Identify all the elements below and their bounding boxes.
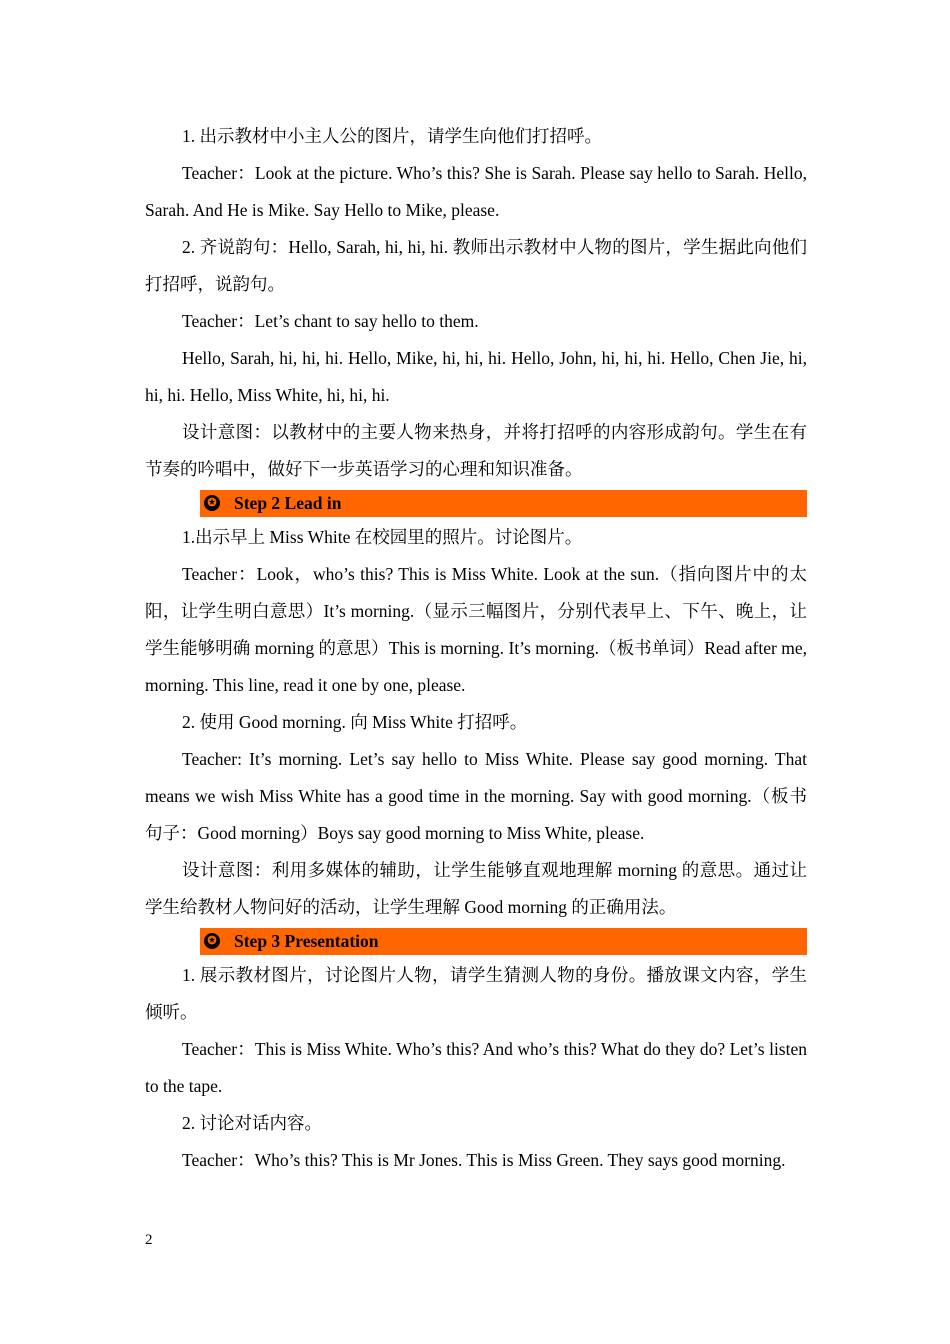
paragraph: 1.出示早上 Miss White 在校园里的照片。讨论图片。 [182,527,583,547]
paragraph: Teacher：This is Miss White. Who’s this? And who’s this? What do they do? Let’s listen to the tape. [145,1039,807,1096]
paragraph: Teacher：Let’s chant to say hello to them. [182,311,479,331]
paragraph: 1. 出示教材中小主人公的图片，请学生向他们打招呼。 [182,126,602,146]
paragraph: 2. 讨论对话内容。 [182,1113,322,1133]
paragraph: Teacher：Look，who’s this? This is Miss White. Look at the sun.（指向图片中的太阳，让学生明白意思）It’s morning.（显示三幅图片，分别代表早上、下午、晚上，让学生能够明确 morning 的意思）This is morning. It’s morning.（板书单词）Read after me, morning. This line, read it one by one, please. [145,564,807,695]
paragraph: 2. 齐说韵句：Hello, Sarah, hi, hi, hi. 教师出示教材中人物的图片，学生据此向他们打招呼，说韵句。 [145,237,807,294]
paragraph: 2. 使用 Good morning. 向 Miss White 打招呼。 [182,712,528,732]
star-icon: ✪ [204,495,220,511]
star-icon: ✪ [204,933,220,949]
document-body [145,118,807,1179]
step-2-title: Step 2 Lead in [234,493,342,513]
step-3-heading [200,928,807,955]
paragraph: Teacher：Who’s this? This is Mr Jones. This is Miss Green. They says good morning. [182,1150,786,1170]
paragraph: 1. 展示教材图片，讨论图片人物，请学生猜测人物的身份。播放课文内容，学生倾听。 [145,965,807,1022]
step-2-heading [200,490,807,517]
page-number: 2 [145,1232,153,1248]
paragraph: Teacher：Look at the picture. Who’s this? She is Sarah. Please say hello to Sarah. Hello, Sarah. And He is Mike. Say Hello to Mike, please. [145,163,807,220]
paragraph: Hello, Sarah, hi, hi, hi. Hello, Mike, hi, hi, hi. Hello, John, hi, hi, hi. Hello, Chen Jie, hi, hi, hi. Hello, Miss White, hi, hi, hi. [145,348,807,405]
paragraph: 设计意图：利用多媒体的辅助，让学生能够直观地理解 morning 的意思。通过让学生给教材人物问好的活动，让学生理解 Good morning 的正确用法。 [145,860,807,917]
paragraph: Teacher: It’s morning. Let’s say hello to Miss White. Please say good morning. That means we wish Miss White has a good time in the morning. Say with good morning.（板书句子：Good morning）Boys say good morning to Miss White, please. [145,749,807,843]
step-3-title: Step 3 Presentation [234,931,379,951]
paragraph: 设计意图：以教材中的主要人物来热身，并将打招呼的内容形成韵句。学生在有节奏的吟唱中，做好下一步英语学习的心理和知识准备。 [145,422,807,479]
